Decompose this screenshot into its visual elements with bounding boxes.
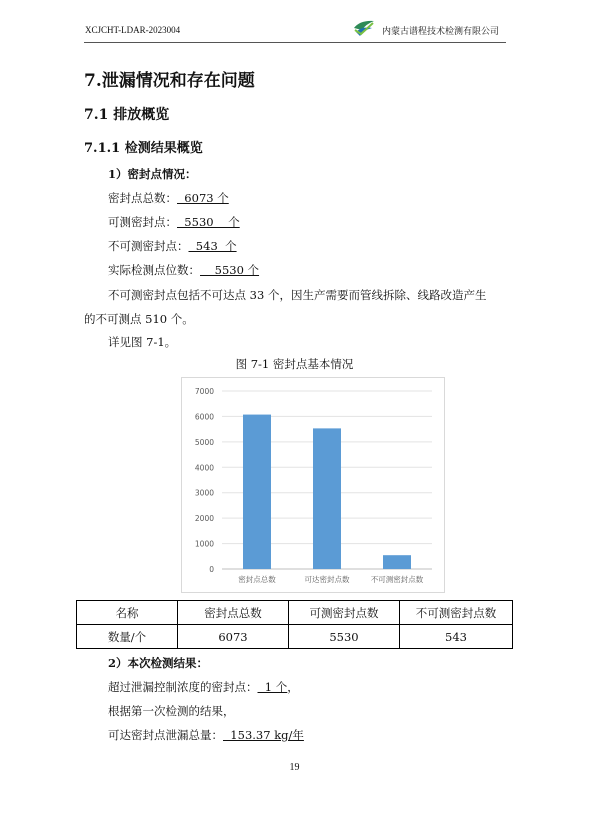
table-header-row bbox=[77, 601, 513, 625]
y-tick-label: 4000 bbox=[194, 463, 214, 473]
sealing-points-table bbox=[76, 600, 513, 649]
note-line-1: 不可测密封点包括不可达点 33 个，因生产需要而管线拆除、线路改造产生 bbox=[108, 288, 487, 302]
note-line-2: 的不可测点 510 个。 bbox=[84, 312, 194, 326]
y-tick-label: 3000 bbox=[194, 488, 214, 498]
table-header-cell: 可测密封点数 bbox=[289, 601, 400, 625]
actual-line bbox=[108, 262, 259, 278]
bar bbox=[313, 428, 341, 569]
testable-label: 可测密封点： bbox=[108, 215, 177, 229]
subsubsection-heading: 7.1.1 检测结果概览 bbox=[84, 141, 203, 156]
company-logo-icon bbox=[352, 18, 376, 42]
table-cell: 5530 bbox=[289, 625, 400, 649]
table-header-cell: 密封点总数 bbox=[178, 601, 289, 625]
subsection-heading: 7.1 排放概览 bbox=[84, 107, 170, 123]
leak-label: 可达密封点泄漏总量： bbox=[108, 728, 223, 742]
document-code: XCJCHT-LDAR-2023004 bbox=[85, 25, 181, 35]
y-tick-label: 2000 bbox=[194, 514, 214, 524]
testable-value: 5530 个 bbox=[177, 215, 240, 229]
leak-line bbox=[108, 727, 304, 743]
table-header-cell: 名称 bbox=[77, 601, 178, 625]
total-label: 密封点总数： bbox=[108, 191, 177, 205]
x-tick-label: 密封点总数 bbox=[238, 575, 276, 584]
untestable-value: 543 个 bbox=[188, 239, 237, 253]
x-tick-label: 可达密封点数 bbox=[304, 575, 350, 584]
results-title: 2）本次检测结果： bbox=[108, 656, 209, 670]
see-figure: 详见图 7-1。 bbox=[108, 335, 177, 349]
exceed-line bbox=[108, 679, 299, 695]
total-value: 6073 个 bbox=[177, 191, 229, 205]
company-name: 内蒙古谱程技术检测有限公司 bbox=[381, 27, 499, 37]
exceed-value: 1 个 bbox=[257, 680, 288, 694]
table-cell: 数量/个 bbox=[77, 625, 178, 649]
table-cell: 6073 bbox=[178, 625, 289, 649]
y-tick-label: 1000 bbox=[194, 539, 214, 549]
actual-label: 实际检测点位数： bbox=[108, 263, 200, 277]
y-tick-label: 7000 bbox=[194, 387, 214, 396]
table-row bbox=[77, 625, 513, 649]
untestable-label: 不可测密封点： bbox=[108, 239, 189, 253]
y-tick-label: 5000 bbox=[194, 437, 214, 447]
section-heading: 7.泄漏情况和存在问题 bbox=[84, 71, 255, 91]
table-cell: 543 bbox=[400, 625, 513, 649]
untestable-line bbox=[108, 238, 237, 254]
actual-value: 5530 个 bbox=[200, 263, 260, 277]
bar bbox=[383, 555, 411, 569]
table-header-cell: 不可测密封点数 bbox=[400, 601, 513, 625]
header-divider bbox=[84, 42, 506, 43]
basis-line: 根据第一次检测的结果， bbox=[108, 704, 235, 718]
total-line bbox=[108, 190, 229, 206]
chart-frame bbox=[181, 377, 445, 593]
figure-caption: 图 7-1 密封点基本情况 bbox=[235, 357, 354, 371]
bar bbox=[243, 415, 271, 569]
x-tick-label: 不可测密封点数 bbox=[370, 575, 424, 584]
y-tick-label: 6000 bbox=[194, 412, 214, 422]
bar-chart bbox=[182, 378, 444, 592]
exceed-suffix: ， bbox=[287, 680, 299, 694]
leak-value: 153.37 kg/年 bbox=[223, 728, 304, 742]
exceed-label: 超过泄漏控制浓度的密封点： bbox=[108, 680, 258, 694]
y-tick-label: 0 bbox=[209, 565, 214, 574]
testable-line bbox=[108, 214, 240, 230]
page-number: 19 bbox=[289, 762, 300, 773]
sealing-title: 1）密封点情况： bbox=[108, 167, 197, 181]
